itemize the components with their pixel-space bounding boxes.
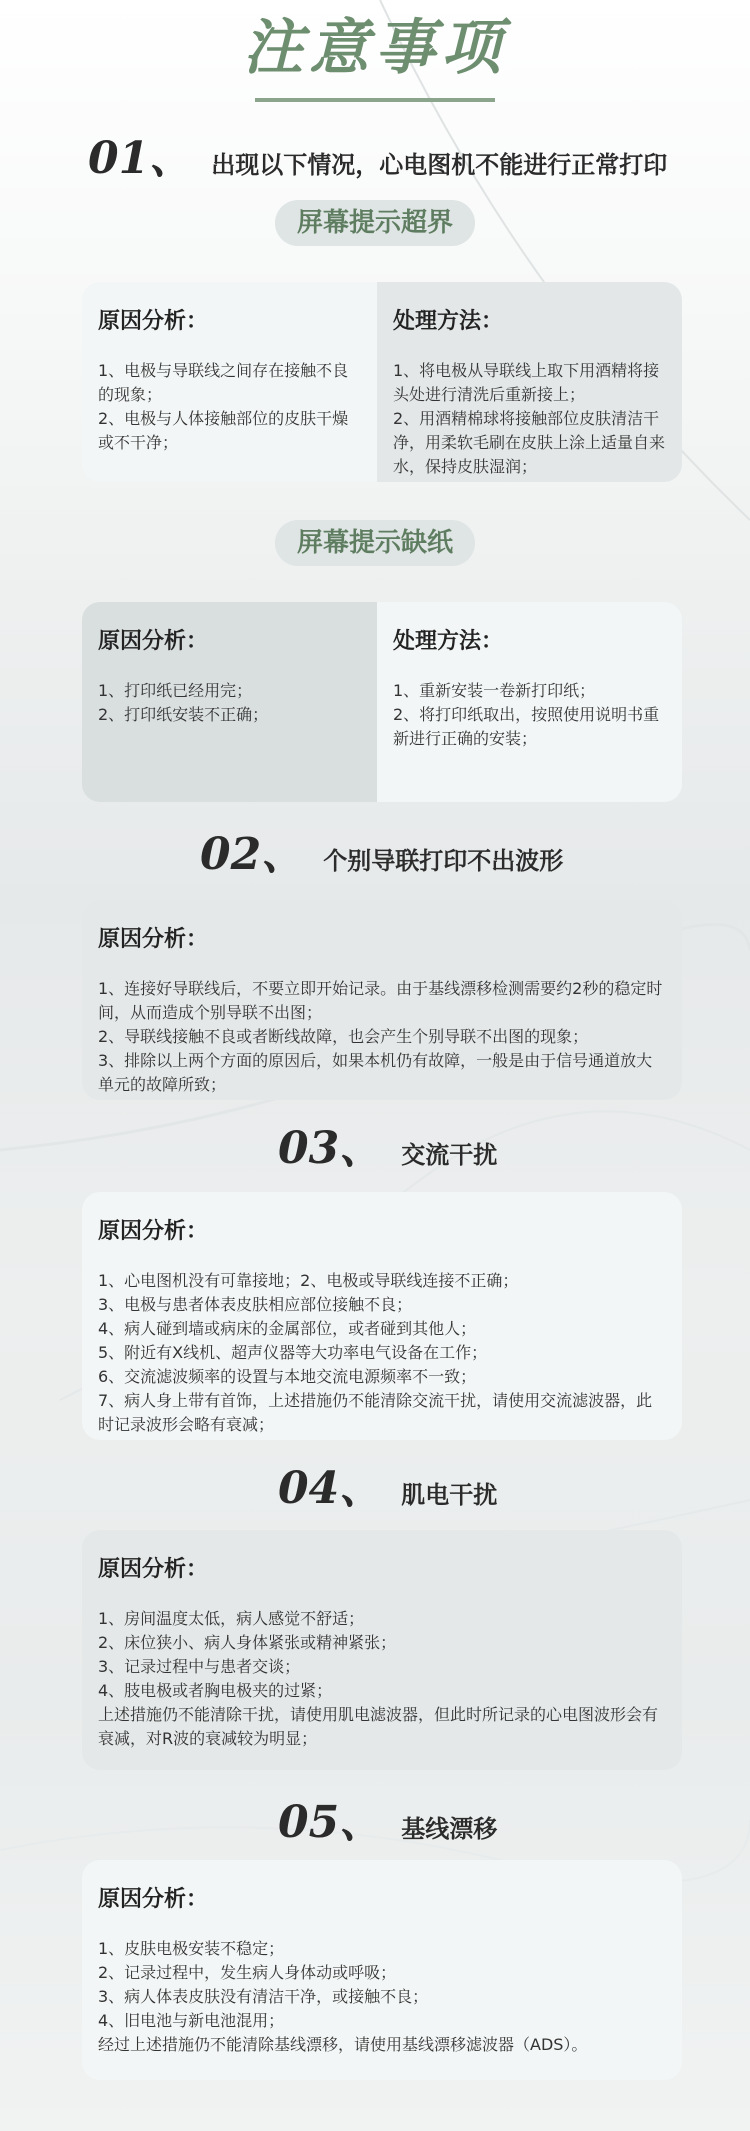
list-item: 2、将打印纸取出，按照使用说明书重新进行正确的安装； xyxy=(393,705,660,748)
card-baseline-drift xyxy=(82,1860,682,2080)
list-item: 7、病人身上带有首饰，上述措施仍不能清除交流干扰，请使用交流滤波器，此时记录波形会略有衰减； xyxy=(98,1391,653,1434)
list-item: 2、导联线接触不良或者断线故障，也会产生个别导联不出图的现象； xyxy=(98,1027,589,1046)
list-item: 1、房间温度太低，病人感觉不舒适； xyxy=(98,1609,365,1628)
section-title: 出现以下情况，心电图机不能进行正常打印 xyxy=(211,151,668,179)
section-number: 03、 xyxy=(278,1123,384,1174)
section-title: 交流干扰 xyxy=(401,1141,498,1169)
list-item: 3、排除以上两个方面的原因后，如果本机仍有故障，一般是由于信号通道放大单元的故障所致； xyxy=(98,1051,653,1094)
list-item: 2、记录过程中，发生病人身体动或呼吸； xyxy=(98,1963,397,1982)
card-overrange xyxy=(82,282,682,482)
list-item: 上述措施仍不能清除干扰，请使用肌电滤波器，但此时所记录的心电图波形会有衰减，对R波的衰减较为明显； xyxy=(98,1705,659,1748)
method-heading: 处理方法： xyxy=(393,309,504,334)
list-item: 2、电极与人体接触部位的皮肤干燥或不干净； xyxy=(98,409,349,452)
section-number: 05、 xyxy=(278,1797,384,1848)
list-item: 1、心电图机没有可靠接地；2、电极或导联线连接不正确； xyxy=(98,1271,519,1290)
cause-heading: 原因分析： xyxy=(98,1887,209,1912)
cause-heading: 原因分析： xyxy=(98,1557,209,1582)
section-05-header xyxy=(278,1786,497,1850)
section-04-header xyxy=(278,1452,497,1516)
section-title: 个别导联打印不出波形 xyxy=(323,847,564,875)
section-02-header xyxy=(200,818,563,882)
list-item: 1、打印纸已经用完； xyxy=(98,681,253,700)
list-item: 6、交流滤波频率的设置与本地交流电源频率不一致； xyxy=(98,1367,477,1386)
list-item: 3、病人体表皮肤没有清洁干净，或接触不良； xyxy=(98,1987,429,2006)
cause-list xyxy=(98,359,361,455)
list-item: 4、肢电极或者胸电极夹的过紧； xyxy=(98,1681,333,1700)
list-item: 4、病人碰到墙或病床的金属部位，或者碰到其他人； xyxy=(98,1319,477,1338)
cause-list xyxy=(98,1269,666,1437)
method-heading: 处理方法： xyxy=(393,629,504,654)
page-header xyxy=(0,8,750,88)
list-item: 经过上述措施仍不能清除基线漂移，请使用基线漂移滤波器（ADS）。 xyxy=(98,2035,588,2054)
section-03-header xyxy=(278,1112,497,1176)
cause-list xyxy=(98,679,361,727)
cause-heading: 原因分析： xyxy=(98,1219,209,1244)
list-item: 1、将电极从导联线上取下用酒精将接头处进行清洗后重新接上； xyxy=(393,361,660,404)
list-item: 3、电极与患者体表皮肤相应部位接触不良； xyxy=(98,1295,413,1314)
cause-list xyxy=(98,977,666,1097)
list-item: 2、床位狭小、病人身体紧张或精神紧张； xyxy=(98,1633,397,1652)
method-column xyxy=(377,602,682,802)
card-no-paper xyxy=(82,602,682,802)
title-underline xyxy=(255,98,495,102)
section-title: 肌电干扰 xyxy=(401,1481,498,1509)
list-item: 4、旧电池与新电池混用； xyxy=(98,2011,285,2030)
card-emg-interference xyxy=(82,1530,682,1770)
section-number: 02、 xyxy=(200,829,306,880)
cause-heading: 原因分析： xyxy=(98,927,209,952)
cause-heading: 原因分析： xyxy=(98,309,209,334)
list-item: 5、附近有X线机、超声仪器等大功率电气设备在工作； xyxy=(98,1343,488,1362)
card-ac-interference xyxy=(82,1192,682,1440)
section-number: 04、 xyxy=(278,1463,384,1514)
cause-column xyxy=(82,602,377,802)
list-item: 1、重新安装一卷新打印纸； xyxy=(393,681,596,700)
list-item: 2、打印纸安装不正确； xyxy=(98,705,269,724)
list-item: 1、皮肤电极安装不稳定； xyxy=(98,1939,285,1958)
method-column xyxy=(377,282,682,482)
page-title: 注意事项 xyxy=(243,13,507,83)
list-item: 3、记录过程中与患者交谈； xyxy=(98,1657,301,1676)
subsection-pill-overrange: 屏幕提示超界 xyxy=(275,200,475,246)
cause-list xyxy=(98,1607,666,1751)
cause-list xyxy=(98,1937,666,2057)
card-lead-no-waveform xyxy=(82,900,682,1100)
section-title: 基线漂移 xyxy=(401,1815,498,1843)
list-item: 1、电极与导联线之间存在接触不良的现象； xyxy=(98,361,349,404)
cause-column xyxy=(82,282,377,482)
subsection-pill-no-paper: 屏幕提示缺纸 xyxy=(275,520,475,566)
method-list xyxy=(393,679,666,751)
method-list xyxy=(393,359,666,479)
section-number: 01、 xyxy=(88,133,194,184)
list-item: 1、连接好导联线后，不要立即开始记录。由于基线漂移检测需要约2秒的稳定时间，从而造成个别导联不出图； xyxy=(98,979,663,1022)
list-item: 2、用酒精棉球将接触部位皮肤清洁干净，用柔软毛刷在皮肤上涂上适量自来水，保持皮肤湿润； xyxy=(393,409,666,476)
cause-heading: 原因分析： xyxy=(98,629,209,654)
section-01-header xyxy=(88,122,667,186)
